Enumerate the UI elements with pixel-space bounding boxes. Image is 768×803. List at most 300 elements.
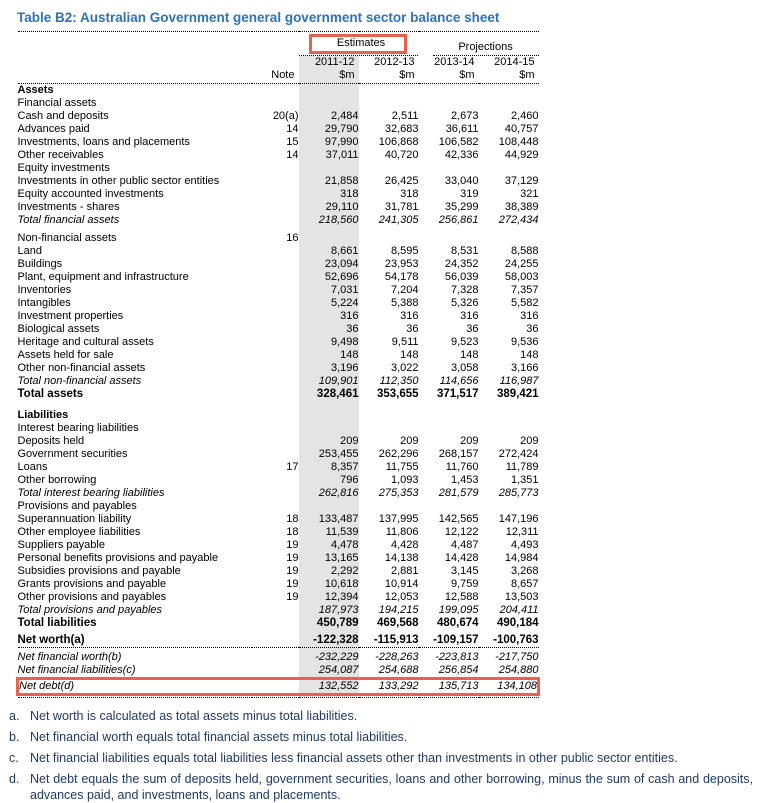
value-cell: 112,350 [379, 375, 419, 387]
table-row [18, 375, 539, 388]
note-cell [252, 362, 299, 375]
note-cell [252, 258, 299, 271]
value-cell: 109,901 [299, 375, 359, 388]
value-cell: 3,145 [450, 565, 479, 577]
value-cell: 4,478 [299, 539, 359, 552]
row-label: Investments - shares [17, 201, 120, 213]
value-cell: 281,579 [438, 487, 479, 499]
value-cell: 204,411 [499, 604, 539, 616]
value-cell: 13,503 [504, 591, 539, 603]
value-cell: 3,022 [390, 362, 419, 374]
value-cell: 316 [400, 310, 419, 322]
row-label: Buildings [17, 258, 63, 270]
value-cell: -109,157 [419, 634, 479, 648]
footnote-text: Net financial worth equals total financial assets minus total liabilities. [30, 729, 408, 744]
value-cell: 3,196 [299, 362, 359, 375]
footnote-text: Net financial liabilities equals total liabilities less financial assets other than investments in other public sector entities. [30, 750, 678, 765]
value-cell: 97,990 [299, 136, 359, 149]
table-row [18, 487, 539, 500]
value-cell: 148 [520, 349, 539, 361]
value-cell: 254,087 [299, 664, 359, 679]
projections-label: Projections [433, 41, 539, 56]
value-cell [419, 162, 479, 175]
value-cell: 328,461 [299, 388, 359, 401]
value-cell: 24,352 [444, 258, 479, 270]
table-row [18, 435, 539, 448]
table-row [18, 162, 539, 175]
table-row [18, 323, 539, 336]
table-row [18, 578, 539, 591]
value-cell [299, 232, 359, 245]
value-cell [359, 97, 419, 110]
value-cell: 11,755 [385, 461, 419, 473]
value-cell: 14,138 [384, 552, 419, 564]
table-row [18, 362, 539, 375]
value-cell: 256,854 [438, 663, 479, 676]
value-cell: -228,263 [375, 650, 419, 663]
row-gap [18, 401, 539, 409]
value-cell: 54,178 [384, 271, 419, 283]
value-cell: 133,487 [299, 513, 359, 526]
row-label: Investments in other public sector entities [17, 175, 220, 187]
value-cell: 10,618 [299, 578, 359, 591]
value-cell [419, 97, 479, 110]
value-cell: 319 [460, 188, 479, 200]
row-label: Plant, equipment and infrastructure [17, 271, 189, 283]
value-cell: 316 [520, 310, 539, 322]
table-row [18, 388, 539, 401]
note-cell [252, 448, 299, 461]
page-title: Table B2: Australian Government general government sector balance sheet [17, 10, 500, 25]
value-cell: 480,674 [436, 617, 479, 629]
row-label: Intangibles [17, 297, 71, 309]
value-cell: 106,868 [378, 136, 419, 148]
note-cell: 18 [286, 526, 299, 538]
footnote-marker: d. [9, 771, 20, 786]
row-label: Non-financial assets [17, 232, 117, 244]
value-cell [299, 162, 359, 175]
note-header: Note [18, 69, 299, 84]
value-cell: 13,165 [299, 552, 359, 565]
value-cell: 318 [299, 188, 359, 201]
value-cell: 490,184 [496, 617, 539, 629]
note-cell [252, 422, 299, 435]
value-cell: 11,539 [299, 526, 359, 539]
value-cell: 7,031 [299, 284, 359, 297]
row-label: Other non-financial assets [17, 362, 146, 374]
footnote [9, 771, 757, 803]
value-cell: -100,763 [479, 634, 539, 648]
row-label: Other employee liabilities [17, 526, 141, 538]
row-label: Advances paid [17, 123, 90, 135]
value-cell: 4,493 [511, 539, 539, 551]
value-cell: 8,657 [511, 578, 539, 590]
table-row [18, 539, 539, 552]
value-cell [299, 500, 359, 513]
table-row [18, 214, 539, 227]
value-cell: 2,460 [511, 110, 539, 122]
header-spacer [18, 32, 299, 57]
gap-cell [359, 401, 419, 409]
value-cell: 254,880 [498, 663, 539, 676]
table-row [18, 461, 539, 474]
row-label: Financial assets [17, 97, 97, 109]
value-cell: 23,953 [384, 258, 419, 270]
value-cell: 7,204 [390, 284, 419, 296]
value-cell [299, 84, 359, 98]
rule-cell [299, 694, 359, 697]
value-cell: 12,122 [444, 526, 479, 538]
row-label: Inventories [17, 284, 72, 296]
value-cell: -122,328 [299, 634, 359, 648]
value-cell [419, 84, 479, 98]
row-label: Liabilities [17, 409, 69, 421]
table-row [18, 565, 539, 578]
value-cell: 12,311 [505, 526, 539, 538]
unit-header: $m [479, 69, 539, 84]
footnote-marker: c. [9, 750, 19, 765]
value-cell: 24,255 [504, 258, 539, 270]
row-label: Personal benefits provisions and payable [17, 552, 219, 564]
note-cell [252, 617, 299, 630]
note-cell: 19 [286, 552, 299, 564]
footnote-text: Net worth is calculated as total assets minus total liabilities. [30, 708, 358, 723]
row-label: Other provisions and payables [17, 591, 167, 603]
value-cell: -217,750 [495, 650, 539, 663]
row-label: Biological assets [17, 323, 100, 335]
footnotes [9, 708, 757, 803]
table-row [18, 84, 539, 98]
table-row [18, 336, 539, 349]
row-label: Cash and deposits [17, 110, 109, 122]
value-cell: 371,517 [436, 388, 479, 400]
note-cell [252, 297, 299, 310]
value-cell: 132,552 [299, 678, 359, 694]
value-cell: 9,536 [511, 336, 539, 348]
value-cell: 268,157 [438, 448, 479, 460]
note-cell [252, 323, 299, 336]
header-spacer [18, 56, 299, 69]
row-label: Other receivables [17, 149, 104, 161]
value-cell: 389,421 [496, 388, 539, 400]
note-cell [252, 604, 299, 617]
value-cell: 148 [299, 349, 359, 362]
table-row [18, 188, 539, 201]
note-cell [252, 84, 299, 98]
value-cell [359, 422, 419, 435]
table-row [18, 245, 539, 258]
value-cell: 209 [460, 435, 479, 447]
value-cell: 12,588 [444, 591, 479, 603]
value-cell: 1,351 [511, 474, 539, 486]
row-label: Investment properties [17, 310, 124, 322]
note-cell: 18 [286, 513, 299, 525]
note-cell [252, 97, 299, 110]
note-cell [252, 634, 299, 648]
row-label: Deposits held [17, 435, 85, 447]
note-cell: 19 [286, 591, 299, 603]
value-cell: 14,984 [504, 552, 539, 564]
value-cell: 7,357 [511, 284, 539, 296]
table-row [18, 617, 539, 630]
value-cell: 353,655 [376, 388, 419, 400]
value-cell: 148 [460, 349, 479, 361]
value-cell: 147,196 [498, 513, 539, 525]
table-row [18, 297, 539, 310]
value-cell: 40,757 [504, 123, 539, 135]
value-cell: 4,428 [390, 539, 419, 551]
value-cell: 316 [299, 310, 359, 323]
table-row [18, 409, 539, 422]
note-cell [252, 500, 299, 513]
note-cell [252, 336, 299, 349]
value-cell [419, 500, 479, 513]
gap-cell [299, 401, 359, 409]
value-cell: 262,816 [299, 487, 359, 500]
row-label: Net worth(a) [18, 634, 252, 648]
row-label: Total assets [17, 388, 84, 400]
note-cell [252, 201, 299, 214]
value-cell: 134,108 [479, 678, 539, 694]
row-label: Subsidies provisions and payable [17, 565, 181, 577]
note-cell: 16 [286, 232, 299, 244]
footnote [9, 708, 757, 724]
value-cell: -223,813 [435, 650, 479, 663]
value-cell: 7,328 [450, 284, 479, 296]
column-group-row [18, 32, 539, 57]
value-cell [419, 232, 479, 245]
note-cell [252, 678, 299, 694]
row-label: Total interest bearing liabilities [17, 487, 165, 499]
value-cell: 36 [406, 323, 419, 335]
value-cell: 218,560 [299, 214, 359, 227]
table-row [18, 552, 539, 565]
value-cell: -232,229 [299, 651, 359, 664]
table-row [18, 97, 539, 110]
value-cell [479, 84, 539, 98]
table-row [18, 136, 539, 149]
row-label: Net debt(d) [18, 678, 252, 694]
table-row [18, 474, 539, 487]
row-label: Other borrowing [17, 474, 97, 486]
value-cell: 108,448 [498, 136, 539, 148]
value-cell: 52,696 [299, 271, 359, 284]
value-cell: 29,790 [299, 123, 359, 136]
annotation-box-net-debt-row [18, 678, 539, 694]
value-cell: 1,453 [450, 474, 479, 486]
value-cell: 318 [400, 188, 419, 200]
note-cell: 19 [286, 565, 299, 577]
note-cell [252, 388, 299, 401]
value-cell [359, 232, 419, 245]
value-cell [479, 232, 539, 245]
table-row [18, 513, 539, 526]
value-cell: 5,582 [511, 297, 539, 309]
value-cell: 12,394 [299, 591, 359, 604]
note-cell: 19 [286, 539, 299, 551]
row-label: Suppliers payable [17, 539, 105, 551]
value-cell: 26,425 [384, 175, 419, 187]
note-cell [252, 651, 299, 664]
value-cell [479, 422, 539, 435]
footnote-text: Net debt equals the sum of deposits held, government securities, loans and other borrowing, minus the sum of cash and deposits, advances paid, and investments, loans and placements. [30, 771, 753, 802]
value-cell: 9,511 [391, 336, 419, 348]
note-cell: 17 [286, 461, 299, 473]
value-cell: 2,292 [299, 565, 359, 578]
value-cell: 36,611 [445, 123, 479, 135]
note-cell [252, 284, 299, 297]
value-cell: 2,673 [450, 110, 479, 122]
value-cell: 23,094 [299, 258, 359, 271]
value-cell [299, 422, 359, 435]
value-cell: 241,305 [378, 214, 419, 226]
value-cell [419, 422, 479, 435]
footnote-marker: a. [9, 708, 20, 723]
annotation-box-estimates [309, 34, 407, 54]
value-cell [359, 84, 419, 98]
balance-sheet-table [16, 31, 540, 698]
value-cell: 5,224 [299, 297, 359, 310]
value-cell [359, 162, 419, 175]
row-label: Net financial liabilities(c) [17, 663, 136, 676]
row-label: Total financial assets [17, 214, 120, 226]
value-cell: 2,511 [391, 110, 419, 122]
unit-header-row [18, 69, 539, 84]
value-cell: 36 [299, 323, 359, 336]
value-cell: 114,656 [439, 375, 479, 387]
value-cell: 253,455 [299, 448, 359, 461]
note-cell [252, 409, 299, 422]
note-cell: 19 [286, 578, 299, 590]
value-cell: 209 [400, 435, 419, 447]
note-cell [252, 162, 299, 175]
row-label: Land [17, 245, 42, 257]
year-header: 2013-14 [434, 56, 475, 68]
value-cell: 29,110 [299, 201, 359, 214]
unit-header: $m [419, 69, 479, 84]
note-cell [252, 175, 299, 188]
value-cell: 58,003 [504, 271, 539, 283]
rule-cell [479, 694, 539, 697]
gap-cell [252, 401, 299, 409]
value-cell: 35,299 [444, 201, 479, 213]
table-bottom-rule [18, 694, 539, 697]
value-cell: 262,296 [378, 448, 419, 460]
column-group-estimates [299, 32, 419, 57]
unit-header: $m [299, 69, 359, 84]
value-cell: 31,781 [384, 201, 419, 213]
year-header-row [18, 56, 539, 69]
table-row [18, 651, 539, 664]
table-row [18, 448, 539, 461]
value-cell: 187,973 [299, 604, 359, 617]
value-cell: 1,093 [390, 474, 419, 486]
value-cell: 5,326 [450, 297, 479, 309]
value-cell: 36 [466, 323, 479, 335]
value-cell: 796 [299, 474, 359, 487]
value-cell: 142,565 [438, 513, 479, 525]
value-cell: 3,268 [511, 565, 539, 577]
value-cell: 194,215 [378, 604, 419, 616]
value-cell: 37,011 [299, 149, 359, 162]
value-cell: 148 [400, 349, 419, 361]
value-cell: 4,487 [450, 539, 479, 551]
value-cell: 8,595 [390, 245, 419, 257]
value-cell: 135,713 [419, 678, 479, 694]
row-label: Heritage and cultural assets [17, 336, 154, 348]
value-cell: 3,166 [511, 362, 539, 374]
row-label: Total liabilities [17, 617, 97, 629]
column-group-projections [419, 32, 539, 57]
value-cell: 256,861 [438, 214, 479, 226]
note-cell: 14 [286, 149, 299, 161]
value-cell: 8,588 [511, 245, 539, 257]
value-cell [299, 409, 359, 422]
row-label: Equity accounted investments [17, 188, 164, 200]
value-cell: 2,881 [390, 565, 419, 577]
value-cell: 11,760 [445, 461, 479, 473]
table-row [18, 310, 539, 323]
value-cell: 116,987 [499, 375, 539, 387]
value-cell: 10,914 [384, 578, 419, 590]
table-row [18, 604, 539, 617]
value-cell: 56,039 [444, 271, 479, 283]
value-cell: 133,292 [359, 678, 419, 694]
value-cell: 14,428 [444, 552, 479, 564]
gap-cell [419, 401, 479, 409]
footnote [9, 729, 757, 745]
note-cell [252, 310, 299, 323]
note-cell: 14 [286, 123, 299, 135]
value-cell: 12,053 [384, 591, 419, 603]
value-cell [359, 500, 419, 513]
value-cell: 8,357 [299, 461, 359, 474]
note-cell [252, 487, 299, 500]
note-cell [252, 474, 299, 487]
table-row [18, 271, 539, 284]
row-label: Assets held for sale [17, 349, 114, 361]
table-row [18, 123, 539, 136]
table-row [18, 201, 539, 214]
row-label: Loans [17, 461, 48, 473]
value-cell: 38,389 [504, 201, 539, 213]
row-label: Investments, loans and placements [17, 136, 190, 148]
value-cell: 254,688 [378, 663, 419, 676]
note-cell: 15 [286, 136, 299, 148]
value-cell: 275,353 [378, 487, 419, 499]
value-cell: 8,531 [450, 245, 479, 257]
gap-cell [479, 401, 539, 409]
note-cell [252, 214, 299, 227]
gap-cell [18, 401, 252, 409]
unit-header: $m [359, 69, 419, 84]
row-label: Total non-financial assets [17, 375, 142, 387]
estimates-label: Estimates [336, 37, 386, 49]
value-cell [359, 409, 419, 422]
value-cell: 321 [520, 188, 539, 200]
year-header: 2011-12 [299, 56, 359, 69]
value-cell: 3,058 [450, 362, 479, 374]
footnote [9, 750, 757, 766]
note-cell [252, 349, 299, 362]
year-header: 2014-15 [494, 56, 535, 68]
row-label: Total provisions and payables [17, 604, 163, 616]
value-cell: 32,683 [384, 123, 419, 135]
value-cell: 469,568 [376, 617, 419, 629]
value-cell: 450,789 [299, 617, 359, 630]
value-cell: -115,913 [359, 634, 419, 648]
value-cell: 44,929 [504, 149, 539, 161]
